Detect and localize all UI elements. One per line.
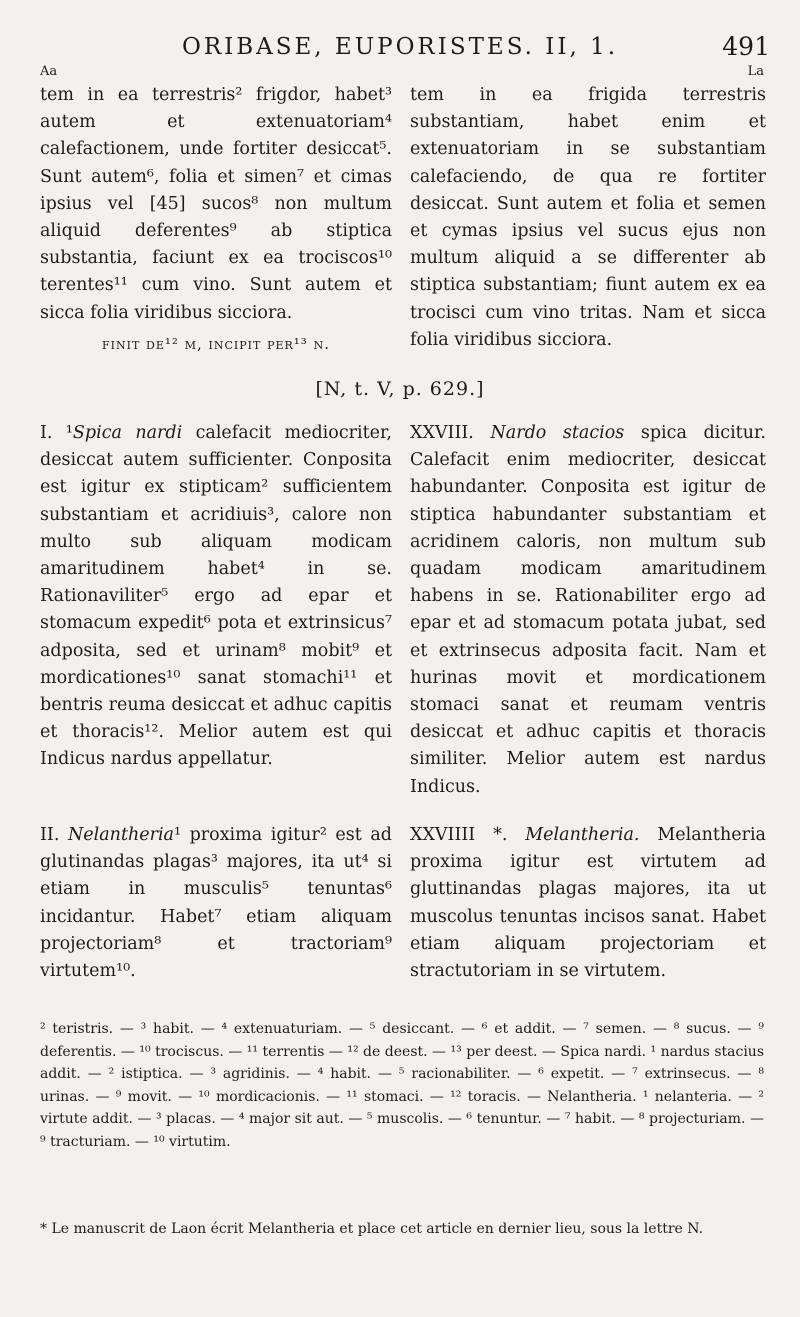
section-number: XXVIII.	[410, 423, 474, 443]
footnote-text: ² teristris. — ³ habit. — ⁴ extenuaturiam. — ⁵ desiccant. — ⁶ et addit. — ⁷ semen. — ⁸ sucus. — ⁹ deferentis. — ¹⁰ trociscus. — ¹¹ terrentis — ¹² de deest. — ¹³ per deest. — Spica nardi. ¹ nardus stacius addit. — ² istiptica. — ³ agridinis. — ⁴ habit. — ⁵ racionabiliter. — ⁶ expetit. — ⁷ extrinsecus. — ⁸ urinas. — ⁹ movit. — ¹⁰ mordicacionis. — ¹¹ stomaci. — ¹² toracis. — Nelantheria. ¹ nelanteria. — ² virtute addit. — ³ placas. — ⁴ major sit aut. — ⁵ muscolis. — ⁶ tenuntur. — ⁷ habit. — ⁸ projecturiam. — ⁹ tracturiam. — ¹⁰ virtutim.	[40, 1021, 764, 1150]
footnotes	[40, 1018, 764, 1153]
margin-mark-left: Aa	[40, 64, 58, 79]
running-title: ORIBASE, EUPORISTES. II, 1.	[181, 34, 619, 60]
page-number: 491	[722, 32, 770, 61]
left-column-bottom	[40, 822, 392, 985]
right-paragraph-2	[410, 420, 766, 801]
entry-title: Melantheria.	[525, 825, 640, 845]
margin-mark-right: La	[747, 64, 764, 79]
editor-note: * Le manuscrit de Laon écrit Melantheria et place cet article en dernier lieu, sous la lettre N.	[40, 1221, 704, 1237]
right-column-bottom	[410, 822, 766, 985]
section-number: XXVIIII *.	[410, 825, 508, 845]
source-reference: [N, t. V, p. 629.]	[315, 378, 485, 400]
left-paragraph-1: tem in ea terrestris² frigdor, habet³ autem et extenuatoriam⁴ calefactionem, unde fortiter desiccat⁵. Sunt autem⁶, folia et simen⁷ et cimas ipsius vel [45] sucos⁸ non multum aliquid deferentes⁹ ab stiptica substantia, faciunt ex ea trociscos¹⁰ terentes¹¹ cum vino. Sunt autem et sicca folia viridibus sicciora.	[40, 85, 392, 323]
running-header	[30, 30, 770, 64]
note-marker: ¹	[65, 423, 73, 443]
right-paragraph-3	[410, 822, 766, 985]
entry-text: spica dicitur. Calefacit enim mediocriter, desiccat habundanter. Conposita est igitur de stiptica habundanter substantiam et acridinem caloris, non multum sub quadam modicam amaritudinem habens in se. Rationabiliter ergo ad epar et ad stomacum potata jubat, sed et extrinsecus adposita facit. Nam et hurinas movit et mordicationem stomaci sanat et reumam ventris desiccat et adhuc capitis et thoracis similiter. Melior autem est nardus Indicus.	[410, 423, 766, 797]
left-paragraph-2	[40, 420, 392, 774]
entry-text: ¹ proxima igitur² est ad glutinandas plagas³ majores, ita ut⁴ si etiam in musculis⁵ tenuntas⁶ incidantur. Habet⁷ etiam aliquam projectoriam⁸ et tractoriam⁹ virtutem¹⁰.	[40, 825, 392, 982]
left-paragraph-3	[40, 822, 392, 985]
entry-title: Spica nardi	[72, 423, 183, 443]
right-column-top	[410, 82, 766, 354]
entry-title: Nardo stacios	[490, 423, 625, 443]
right-column-middle	[410, 420, 766, 801]
section-number: II.	[40, 825, 60, 845]
entry-title: Nelantheria	[67, 825, 174, 845]
left-column-top	[40, 82, 392, 358]
right-paragraph-1: tem in ea frigida terrestris substantiam, habet enim et extenuatoriam in se substantiam calefaciendo, de qua re fortiter desiccat. Sunt autem et folia et semen et cymas ipsius vel sucus ejus non multum aliquid a se differenter ab stiptica substantiam; fiunt autem ex ea trocisci cum vino tritas. Nam et sicca folia viridibus sicciora.	[410, 85, 766, 350]
section-number: I.	[40, 423, 53, 443]
entry-text: calefacit mediocriter, desiccat autem sufficienter. Conposita est igitur ex stipticam² sufficientem substantiam et acridiuis³, calore non multo sub aliquam modicam amaritudinem habet⁴ in se. Rationaviliter⁵ ergo ad epar et stomacum expedit⁶ pota et extrinsicus⁷ adposita, sed et urinam⁸ mobit⁹ et mordicationes¹⁰ sanat stomachi¹¹ et bentris reuma desiccat et adhuc capitis et thoracis¹². Melior autem est qui Indicus nardus appellatur.	[40, 423, 392, 770]
left-column-middle	[40, 420, 392, 774]
entry-text: Melantheria proxima igitur est virtutem ad gluttinandas plagas majores, ita ut muscolus tenuntas incisos sanat. Habet etiam aliquam projectoriam et stractutoriam in se virtutem.	[410, 825, 766, 982]
finit-line: finit de¹² m, incipit per¹³ n.	[102, 334, 330, 353]
